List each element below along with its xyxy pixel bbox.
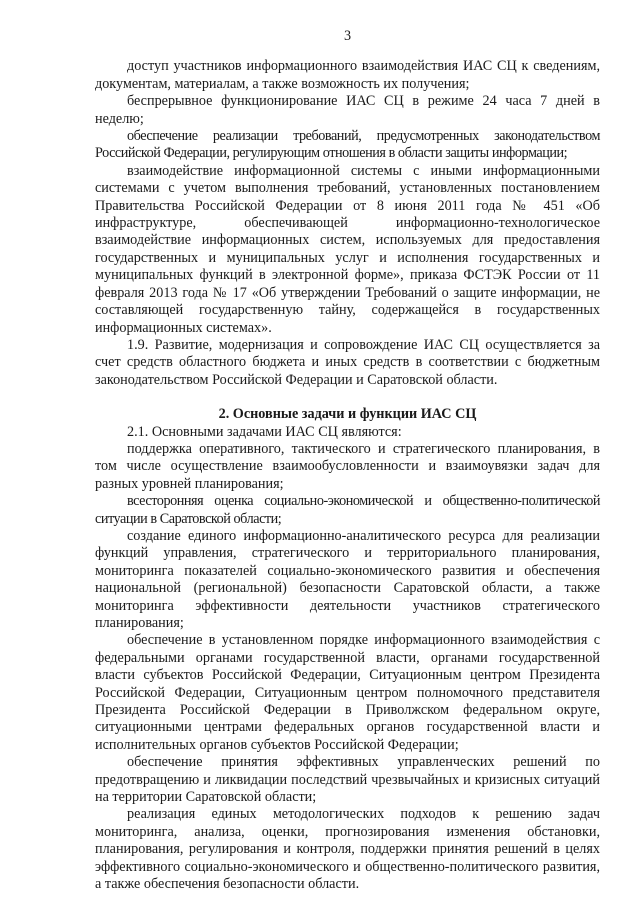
paragraph-continuous-operation: беспрерывное функционирование ИАС СЦ в режиме 24 часа 7 дней в неделю; [95,93,600,127]
paragraph-information-interaction: обеспечение в установленном порядке информационного взаимодействия с федеральными органами государственной власти, органами государственной власти субъектов Российской Федерации, Ситуационным центром Президента Российской Федерации, Ситуационным центром полномочного представителя Президента Российской Федерации в Приволжском федеральном округе, ситуационными центрами федеральных органов государственной власти и исполнительных органов субъектов Российской Федерации; [95,632,600,753]
paragraph-decision-making: обеспечение принятия эффективных управленческих решений по предотвращению и ликвидации последствий чрезвычайных и кризисных ситуаций на территории Саратовской области; [95,754,600,806]
paragraph-system-interaction: взаимодействие информационной системы с иными информационными системами с учетом выполнения требований, установленных постановлением Правительства Российской Федерации от 8 июня 2011 года № 451 «Об инфраструктуре, обеспечивающей информационно-технологическое взаимодействие информационных систем, используемых для предоставления государственных и муниципальных услуг и исполнения государственных и муниципальных функций в электронной форме», приказа ФСТЭК России от 11 февраля 2013 года № 17 «Об утверждении Требований о защите информации, не составляющей государственную тайну, содержащейся в государственных информационных системах». [95,162,600,336]
paragraph-methodology: реализация единых методологических подходов к решению задач мониторинга, анализа, оценки, прогнозирования изменения обстановки, планирования, регулирования и контроля, поддержки принятия решений в целях эффективного социально-экономического и общественно-политического развития, а также обеспечения безопасности области. [95,806,600,893]
paragraph-access: доступ участников информационного взаимодействия ИАС СЦ к сведениям, документам, материалам, а также возможность их получения; [95,58,600,92]
paragraph-main-tasks-intro: 2.1. Основными задачами ИАС СЦ являются: [127,423,402,440]
paragraph-funding: 1.9. Развитие, модернизация и сопровождение ИАС СЦ осуществляется за счет средств областного бюджета и иных средств в соответствии с бюджетным законодательством Российской Федерации и Саратовской области. [95,336,600,388]
paragraph-unified-resource: создание единого информационно-аналитического ресурса для реализации функций управления, стратегического и территориального планирования, мониторинга показателей социально-экономического развития и обеспечения национальной (региональной) безопасности Саратовской области, а также мониторинга эффективности деятельности участников стратегического планирования; [95,527,600,631]
paragraph-planning-support: поддержка оперативного, тактического и стратегического планирования, в том числе осуществление взаимообусловленности и взаимоувязки задач для разных уровней планирования; [95,440,600,492]
section-title: 2. Основные задачи и функции ИАС СЦ [218,406,477,423]
paragraph-situation-assessment: всесторонняя оценка социально-экономической и общественно-политической ситуации в Саратовской области; [95,493,600,527]
paragraph-legal-requirements: обеспечение реализации требований, предусмотренных законодательством Российской Федерации, регулирующим отношения в области защиты информации; [95,128,600,162]
document-page [95,28,600,894]
page-number: 3 [343,28,352,44]
